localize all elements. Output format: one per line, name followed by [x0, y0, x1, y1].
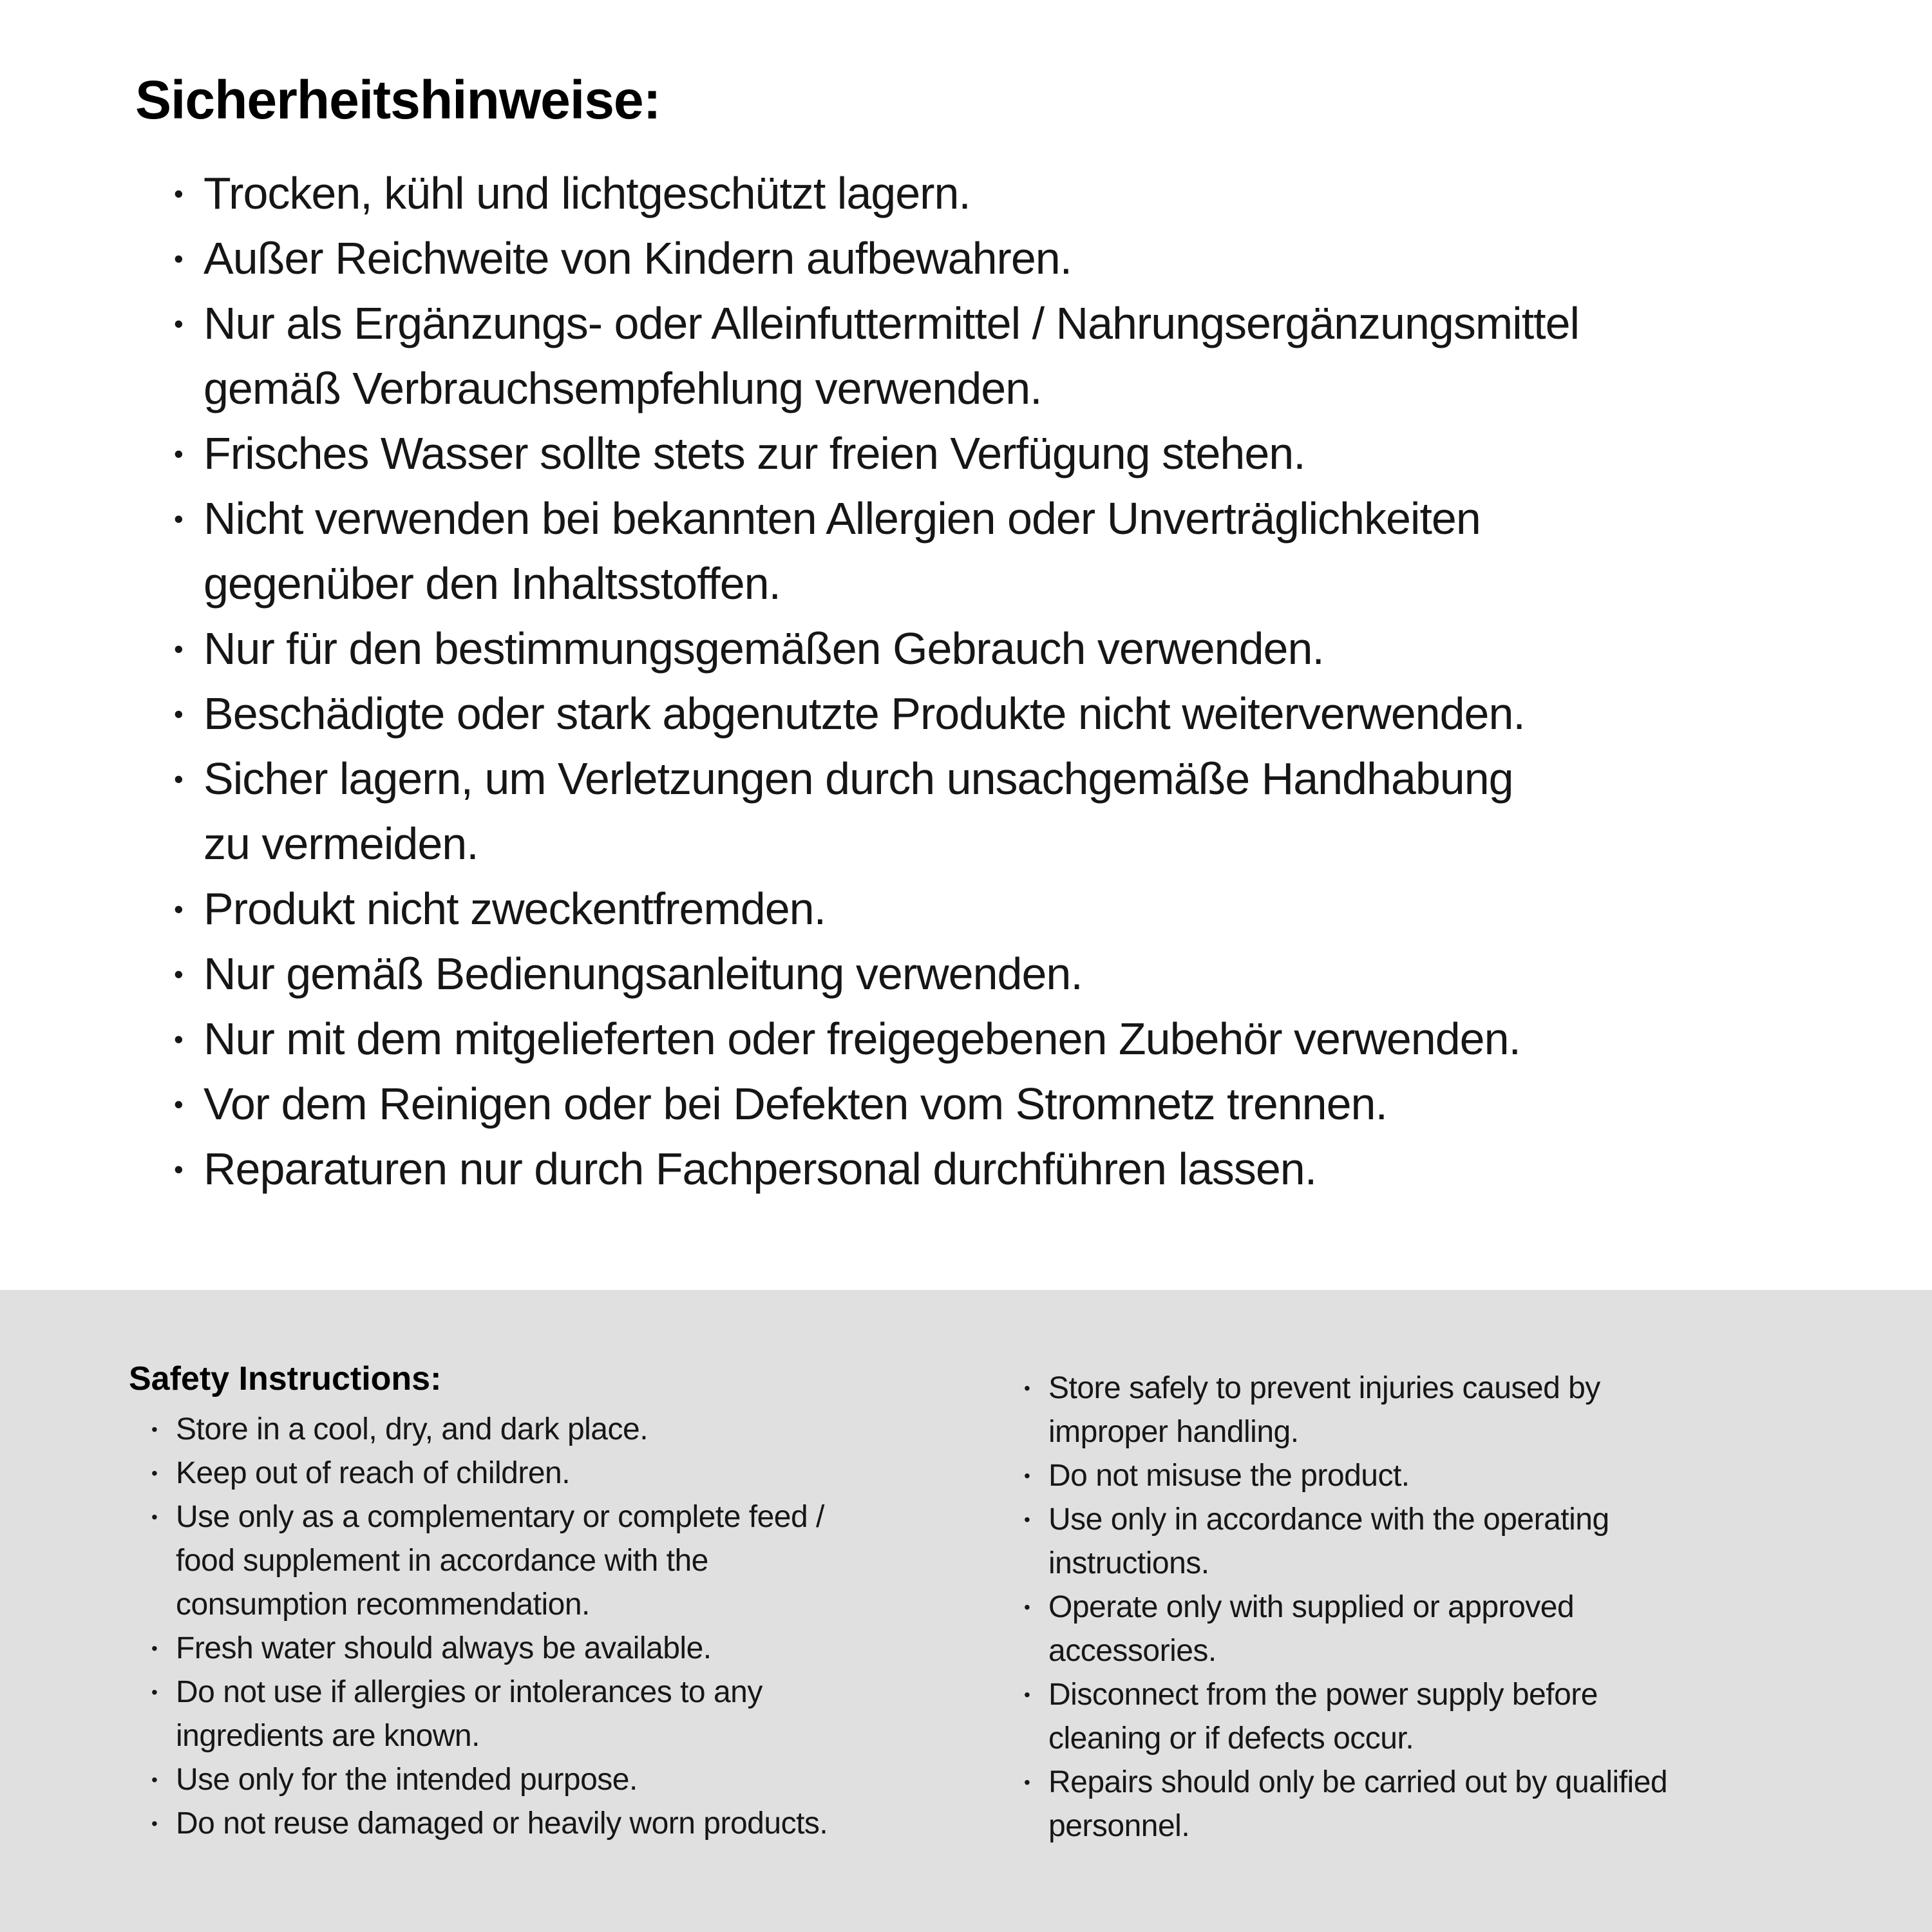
list-item: [151, 1495, 1024, 1627]
list-item-text: Sicher lagern, um Verletzungen durch unsachgemäße Handhabung zu vermeiden.: [204, 753, 1513, 869]
list-item: [1024, 1586, 1900, 1673]
list-item-text: Do not use if allergies or intolerances to any ingredients are known.: [176, 1675, 762, 1753]
english-bullet-list-right: [1024, 1367, 1900, 1848]
bullet-icon: •: [174, 243, 183, 274]
list-item-text: Store safely to prevent injuries caused by improper handling.: [1048, 1371, 1600, 1449]
list-item: [174, 1072, 1855, 1137]
bullet-icon: •: [174, 634, 183, 664]
list-item: [174, 291, 1855, 421]
list-item: [1024, 1761, 1900, 1848]
list-item: [1024, 1498, 1900, 1586]
english-right-column: [1024, 1367, 1900, 1932]
list-item: [174, 161, 1855, 226]
english-left-column: [129, 1358, 1024, 1932]
list-item-text: Do not reuse damaged or heavily worn products.: [176, 1806, 828, 1841]
bullet-icon: •: [174, 1024, 183, 1054]
list-item-text: Nur mit dem mitgelieferten oder freigegebenen Zubehör verwenden.: [204, 1014, 1520, 1064]
list-item-text: Repairs should only be carried out by qualified personnel.: [1048, 1765, 1668, 1843]
list-item-text: Vor dem Reinigen oder bei Defekten vom Stromnetz trennen.: [204, 1079, 1387, 1129]
list-item: [174, 1137, 1855, 1202]
bullet-icon: •: [1024, 1466, 1030, 1486]
list-item-text: Nur für den bestimmungsgemäßen Gebrauch verwenden.: [204, 623, 1324, 674]
bullet-icon: •: [151, 1638, 158, 1658]
list-item-text: Do not misuse the product.: [1048, 1459, 1410, 1493]
bullet-icon: •: [174, 1089, 183, 1119]
list-item-text: Store in a cool, dry, and dark place.: [176, 1412, 649, 1446]
list-item-text: Use only for the intended purpose.: [176, 1763, 638, 1797]
list-item: [174, 681, 1855, 746]
german-bullet-list: [174, 161, 1855, 1202]
list-item-text: Frisches Wasser sollte stets zur freien Verfügung stehen.: [204, 428, 1305, 478]
list-item-text: Trocken, kühl und lichtgeschützt lagern.: [204, 168, 971, 218]
bullet-icon: •: [151, 1814, 158, 1833]
bullet-icon: •: [174, 894, 183, 924]
bullet-icon: •: [174, 504, 183, 534]
list-item: [174, 226, 1855, 291]
list-item: [174, 876, 1855, 942]
bullet-icon: •: [174, 1154, 183, 1184]
list-item-text: Use only in accordance with the operating instructions.: [1048, 1502, 1609, 1580]
list-item-text: Außer Reichweite von Kindern aufbewahren.: [204, 233, 1072, 283]
bullet-icon: •: [174, 764, 183, 794]
list-item-text: Fresh water should always be available.: [176, 1631, 712, 1665]
bullet-icon: •: [1024, 1772, 1030, 1792]
bullet-icon: •: [151, 1507, 158, 1527]
list-item-text: Beschädigte oder stark abgenutzte Produkte nicht weiterverwenden.: [204, 688, 1525, 739]
list-item: [174, 1007, 1855, 1072]
list-item-text: Operate only with supplied or approved accessories.: [1048, 1590, 1575, 1668]
bullet-icon: •: [151, 1770, 158, 1790]
list-item: [174, 746, 1855, 876]
bullet-icon: •: [151, 1682, 158, 1702]
list-item: [1024, 1367, 1900, 1454]
bullet-icon: •: [174, 699, 183, 729]
bullet-icon: •: [174, 439, 183, 469]
list-item-text: Disconnect from the power supply before cleaning or if defects occur.: [1048, 1678, 1598, 1756]
list-item-text: Nur gemäß Bedienungsanleitung verwenden.: [204, 949, 1083, 999]
list-item: [151, 1452, 1024, 1495]
bullet-icon: •: [1024, 1510, 1030, 1530]
list-item: [174, 421, 1855, 486]
bullet-icon: •: [151, 1463, 158, 1483]
list-item: [151, 1758, 1024, 1802]
list-item-text: Reparaturen nur durch Fachpersonal durchführen lassen.: [204, 1144, 1317, 1194]
list-item: [151, 1671, 1024, 1758]
list-item: [1024, 1673, 1900, 1761]
list-item-text: Nicht verwenden bei bekannten Allergien oder Unverträglichkeiten gegenüber den Inhaltsstoffen.: [204, 493, 1481, 609]
english-bullet-list-left: [151, 1408, 1024, 1846]
bullet-icon: •: [1024, 1685, 1030, 1705]
bullet-icon: •: [151, 1419, 158, 1439]
list-item: [151, 1627, 1024, 1671]
list-item-text: Keep out of reach of children.: [176, 1456, 571, 1490]
list-item-text: Produkt nicht zweckentfremden.: [204, 884, 826, 934]
list-item-text: Nur als Ergänzungs- oder Alleinfuttermittel / Nahrungsergänzungsmittel gemäß Verbrauchsempfehlung verwenden.: [204, 298, 1580, 413]
bullet-icon: •: [174, 178, 183, 209]
list-item-text: Use only as a complementary or complete feed / food supplement in accordance with the consumption recommendation.: [176, 1500, 824, 1622]
german-heading: Sicherheitshinweise:: [135, 70, 661, 130]
list-item: [174, 486, 1855, 616]
list-item: [151, 1802, 1024, 1846]
bullet-icon: •: [174, 308, 183, 339]
bullet-icon: •: [1024, 1597, 1030, 1617]
bullet-icon: •: [1024, 1378, 1030, 1398]
english-safety-section: [0, 1290, 1932, 1932]
bullet-icon: •: [174, 959, 183, 989]
list-item: [174, 616, 1855, 681]
list-item: [1024, 1454, 1900, 1498]
english-heading: Safety Instructions:: [129, 1360, 442, 1397]
list-item: [174, 942, 1855, 1007]
list-item: [151, 1408, 1024, 1452]
